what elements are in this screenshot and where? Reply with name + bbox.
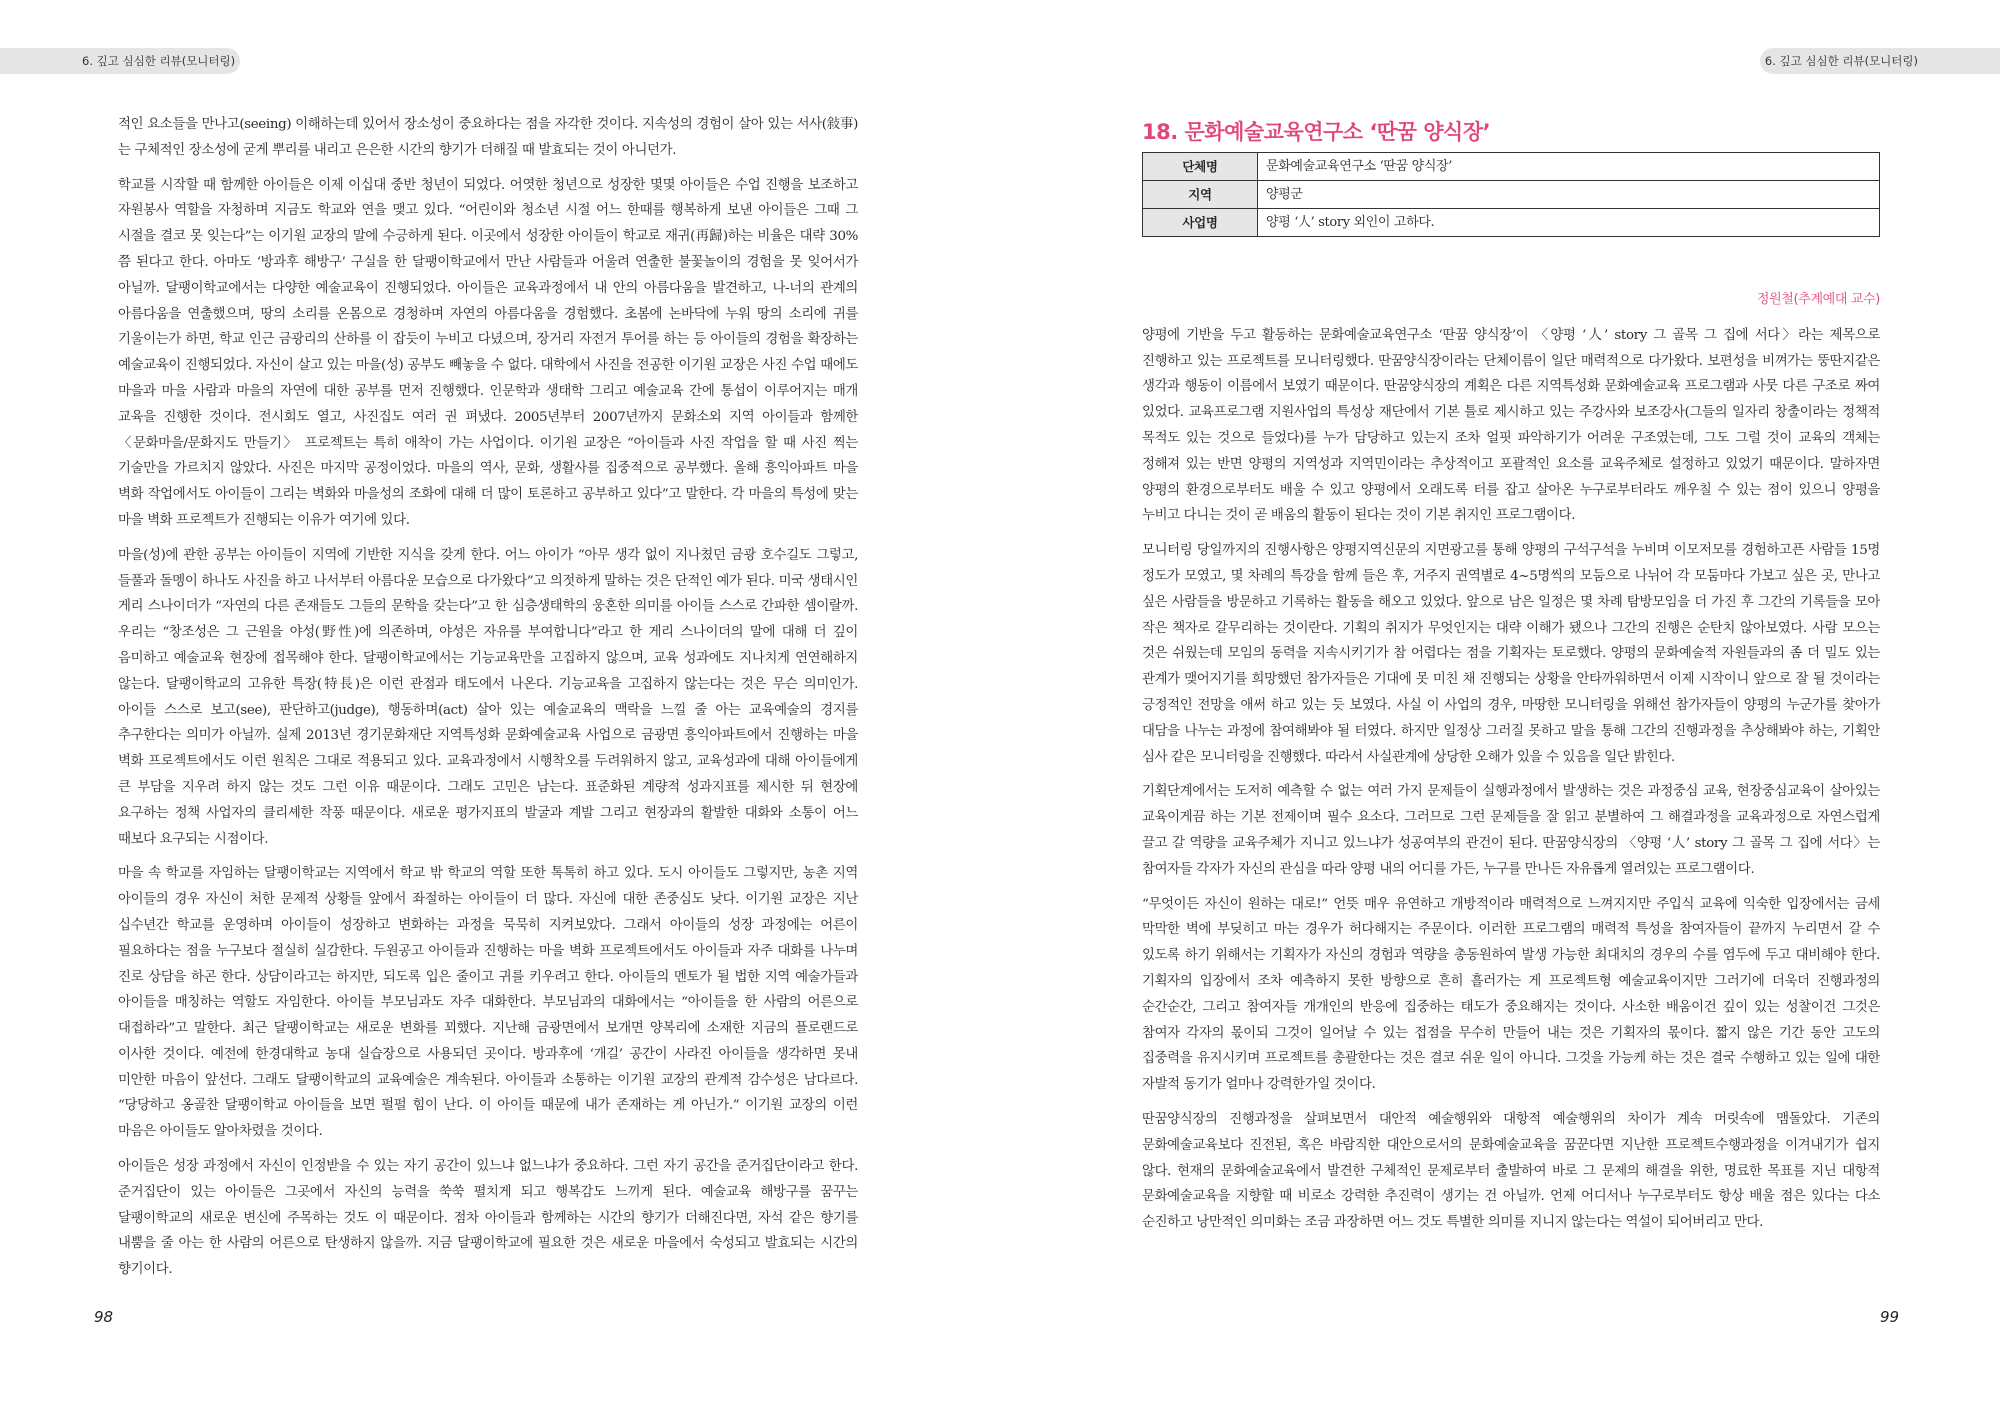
organization-info-table bbox=[1142, 152, 1880, 237]
table-key: 사업명 bbox=[1143, 209, 1258, 237]
body-paragraph: 모니터링 당일까지의 진행사항은 양평지역신문의 지면광고를 통해 양평의 구석구석을 누비며 이모저모를 경험하고픈 사람들 15명 정도가 모였고, 몇 차례의 특강을 함께 들은 후, 거주지 권역별로 4~5명씩의 모둠으로 나뉘어 각 모둠마다 가보고 싶은 곳, 만나고 싶은 사람들을 방문하고 기록하는 활동을 해오고 있었다. 앞으로 남은 일정은 몇 차례 탐방모임을 더 가진 후 그간의 기록들을 모아 작은 책자로 갈무리하는 것이란다. 기획의 취지가 무엇인지는 대략 이해가 됐으나 그간의 진행은 순탄치 않아보였다. 사람 모으는 것은 쉬웠는데 모임의 동력을 지속시키기가 참 어렵다는 점을 기획자는 토로했다. 양평의 문화예술적 자원들과의 좀 더 밀도 있는 관계가 맺어지기를 희망했던 참가자들은 기대에 못 미친 채 진행되는 상황을 안타까워하면서 이제 시작이니 앞으로 잘 될 것이라는 긍정적인 전망을 애써 하고 있는 듯 보였다. 사실 이 사업의 경우, 마땅한 모니터링을 위해선 참가자들이 양평의 누군가를 찾아가 대담을 나누는 과정에 참여해봐야 될 터였다. 하지만 일정상 그러질 못하고 말을 통해 그간의 진행과정을 추상해봐야 하는, 기획안 심사 같은 모니터링을 진행했다. 따라서 사실관계에 상당한 오해가 있을 수 있음을 일단 밝힌다. bbox=[1142, 543, 1880, 765]
table-key: 단체명 bbox=[1143, 153, 1258, 181]
body-paragraph: 딴꿈양식장의 진행과정을 살펴보면서 대안적 예술행위와 대항적 예술행위의 차이가 계속 머릿속에 맴돌았다. 기존의 문화예술교육보다 진전된, 혹은 바람직한 대안으로서의 문화예술교육을 꿈꾼다면 지난한 프로젝트수행과정을 이겨내기가 쉽지 않다. 현재의 문화예술교육에서 발견한 구체적인 문제로부터 출발하여 바로 그 문제의 해결을 위한, 명료한 목표를 지닌 대항적 문화예술교육을 지향할 때 비로소 강력한 추진력이 생기는 건 아닐까. 언제 어디서나 누구로부터도 항상 배울 점은 있다는 다소 순진하고 낭만적인 의미화는 조금 과장하면 어느 것도 특별한 의미를 지니지 않는다는 역설이 되어버리고 만다. bbox=[1142, 1111, 1880, 1231]
section-title: 18. 문화예술교육연구소 ‘딴꿈 양식장’ bbox=[1142, 120, 1491, 144]
body-paragraph: 아이들은 성장 과정에서 자신이 인정받을 수 있는 자기 공간이 있느냐 없느냐가 중요하다. 그런 자기 공간을 준거집단이라고 한다. 준거집단이 있는 아이들은 그곳에서 자신의 능력을 쑥쑥 펼치게 되고 행복감도 느끼게 된다. 예술교육 해방구를 꿈꾸는 달팽이학교의 새로운 변신에 주목하는 것도 이 때문이다. 점차 아이들과 함께하는 시간의 향기가 더해진다면, 자석 같은 향기를 내뿜을 줄 아는 한 사람의 어른으로 탄생하지 않을까. 지금 달팽이학교에 필요한 것은 새로운 마을에서 숙성되고 발효되는 시간의 향기이다. bbox=[118, 1159, 858, 1278]
table-value: 양평 ‘人’ story 외인이 고하다. bbox=[1258, 209, 1880, 237]
table-row bbox=[1143, 181, 1880, 209]
left-header-title: 6. 깊고 심심한 리뷰(모니터링) bbox=[82, 54, 236, 68]
body-paragraph: 학교를 시작할 때 함께한 아이들은 이제 이십대 중반 청년이 되었다. 어엿한 청년으로 성장한 몇몇 아이들은 수업 진행을 보조하고 자원봉사 역할을 자청하며 지금도 학교와 연을 맺고 있다. “어린이와 청소년 시절 어느 한때를 행복하게 보낸 아이들은 그때 그 시절을 결코 못 잊는다”는 이기원 교장의 말에 수긍하게 된다. 이곳에서 성장한 아이들이 학교로 재귀(再歸)하는 비율은 대략 30%쯤 된다고 한다. 아마도 ‘방과후 해방구’ 구실을 한 달팽이학교에서 만난 사람들과 어울려 연출한 불꽃놀이의 경험을 못 잊어서가 아닐까. 달팽이학교에서는 다양한 예술교육이 진행되었다. 아이들은 교육과정에서 내 안의 아름다움을 발견하고, 나-너의 관계의 아름다움을 연출했으며, 땅의 소리를 온몸으로 경청하며 자연의 아름다움을 경험했다. 초봄에 논바닥에 누워 땅의 소리에 귀를 기울이는가 하면, 학교 인근 금광리의 산하를 이 잡듯이 누비고 다녔으며, 장거리 자전거 투어를 하는 등 아이들의 경험을 확장하는 예술교육이 진행되었다. 자신이 살고 있는 마을(성) 공부도 빼놓을 수 없다. 대학에서 사진을 전공한 이기원 교장은 사진 수업 때에도 마을과 마을 사람과 마을의 자연에 대한 공부를 먼저 진행했다. 인문학과 생태학 그리고 예술교육 간에 통섭이 이루어지는 매개 교육을 진행한 것이다. 전시회도 열고, 사진집도 여러 권 펴냈다. 2005년부터 2007년까지 문화소외 지역 아이들과 함께한 〈문화마을/문화지도 만들기〉 프로젝트는 특히 애착이 가는 사업이다. 이기원 교장은 “아이들과 사진 작업을 할 때 사진 찍는 기술만을 가르치지 않았다. 사진은 마지막 공정이었다. 마을의 역사, 문화, 생활사를 집중적으로 공부했다. 올해 흥익아파트 마을 벽화 작업에서도 아이들이 그리는 벽화와 마을성의 조화에 대해 더 많이 토론하고 공부하고 있다”고 말한다. 각 마을의 특성에 맞는 마을 벽화 프로젝트가 진행되는 이유가 여기에 있다. bbox=[118, 177, 858, 528]
body-paragraph: 양평에 기반을 두고 활동하는 문화예술교육연구소 ‘딴꿈 양식장’이 〈양평 ‘人’ story 그 골목 그 집에 서다〉라는 제목으로 진행하고 있는 프로젝트를 모니터링했다. 딴꿈양식장이라는 단체이름이 일단 매력적으로 다가왔다. 보편성을 비껴가는 뚱딴지같은 생각과 행동이 이름에서 보였기 때문이다. 딴꿈양식장의 계획은 다른 지역특성화 문화예술교육 프로그램과 사뭇 다른 구조로 짜여 있었다. 교육프로그램 지원사업의 특성상 재단에서 기본 틀로 제시하고 있는 주강사와 보조강사(그들의 일자리 창출이라는 정책적 목적도 있는 것으로 들었다)를 누가 담당하고 있는지 조차 얼핏 파악하기가 어려운 구조였는데, 그도 그럴 것이 교육의 객체는 정해져 있는 반면 양평의 지역성과 지역민이라는 추상적이고 포괄적인 요소를 교육주체로 설정하고 있었기 때문이다. 말하자면 양평의 환경으로부터도 배울 수 있고 양평에서 오래도록 터를 잡고 살아온 누구로부터라도 깨우칠 수 있는 점이 있으니 양평을 누비고 다니는 것이 곧 배움의 활동이 된다는 것이 기본 취지인 프로그램이다. bbox=[1142, 327, 1880, 524]
right-page-body bbox=[1142, 118, 1880, 1245]
right-running-header bbox=[1760, 48, 2000, 74]
table-row bbox=[1143, 209, 1880, 237]
table-value: 양평군 bbox=[1258, 181, 1880, 209]
table-key: 지역 bbox=[1143, 181, 1258, 209]
right-header-title: 6. 깊고 심심한 리뷰(모니터링) bbox=[1764, 54, 1918, 68]
body-paragraph: 적인 요소들을 만나고(seeing) 이해하는데 있어서 장소성이 중요하다는 점을 자각한 것이다. 지속성의 경험이 살아 있는 서사(敍事)는 구체적인 장소성에 굳게 뿌리를 내리고 은은한 시간의 향기가 더해질 때 발효되는 것이 아니던가. bbox=[118, 117, 858, 158]
author-byline: 정원철(추계예대 교수) bbox=[1756, 292, 1880, 307]
body-paragraph: 마을(성)에 관한 공부는 아이들이 지역에 기반한 지식을 갖게 한다. 어느 아이가 “아무 생각 없이 지나쳤던 금광 호수길도 그렇고, 들풀과 돌멩이 하나도 사진을 하고 나서부터 아름다운 모습으로 다가왔다”고 의젓하게 말하는 것은 단적인 예가 된다. 미국 생태시인 게리 스나이더가 “자연의 다른 존재들도 그들의 문학을 갖는다”고 한 심층생태학의 웅혼한 의미를 아이들 스스로 간파한 셈이랄까. 우리는 “창조성은 그 근원을 야성(野性)에 의존하며, 야성은 자유를 부여합니다”라고 한 게리 스나이더의 말에 대해 더 깊이 음미하고 예술교육 현장에 접목해야 한다. 달팽이학교에서는 기능교육만을 고집하지 않으며, 교육 성과에도 지나치게 연연해하지 않는다. 달팽이학교의 고유한 특장(特長)은 이런 관점과 태도에서 나온다. 기능교육을 고집하지 않는다는 것은 무슨 의미인가. 아이들 스스로 보고(see), 판단하고(judge), 행동하며(act) 살아 있는 예술교육의 맥락을 느낄 줄 아는 교육예술의 경지를 추구한다는 의미가 아닐까. 실제 2013년 경기문화재단 지역특성화 문화예술교육 사업으로 금광면 흥익아파트에서 진행하는 마을 벽화 프로젝트에서도 이런 원칙은 그대로 적용되고 있다. 교육과정에서 시행착오를 두려워하지 않고, 교육성과에 대해 아이들에게 큰 부담을 지우려 하지 않는 것도 그런 이유 때문이다. 그래도 고민은 남는다. 표준화된 계량적 성과지표를 제시한 뒤 현장에 요구하는 정책 사업자의 클리셰한 작풍 때문이다. 새로운 평가지표의 발굴과 계발 그리고 현장과의 활발한 대화와 소통이 어느 때보다 요구되는 시점이다. bbox=[118, 547, 858, 847]
left-page-number: 98 bbox=[94, 1308, 114, 1326]
body-paragraph: 마을 속 학교를 자임하는 달팽이학교는 지역에서 학교 밖 학교의 역할 또한 톡톡히 하고 있다. 도시 아이들도 그렇지만, 농촌 지역 아이들의 경우 자신이 처한 문제적 상황들 앞에서 좌절하는 아이들이 더 많다. 자신에 대한 존중심도 낮다. 이기원 교장은 지난 십수년간 학교를 운영하며 아이들이 성장하고 변화하는 과정을 묵묵히 지켜보았다. 그래서 아이들의 성장 과정에는 어른이 필요하다는 점을 누구보다 절실히 실감한다. 두원공고 아이들과 진행하는 마을 벽화 프로젝트에서도 아이들과 자주 대화를 나누며 진로 상담을 하곤 한다. 상담이라고는 하지만, 되도록 입은 줄이고 귀를 키우려고 한다. 아이들의 멘토가 될 법한 지역 예술가들과 아이들을 매칭하는 역할도 자임한다. 아이들 부모님과도 자주 대화한다. 부모님과의 대화에서는 “아이들을 한 사람의 어른으로 대접하라”고 말한다. 최근 달팽이학교는 새로운 변화를 꾀했다. 지난해 금광면에서 보개면 양복리에 소재한 지금의 플로랜드로 이사한 것이다. 예전에 한경대학교 농대 실습장으로 사용되던 곳이다. 방과후에 ‘개길’ 공간이 사라진 아이들을 생각하면 못내 미안한 마음이 앞선다. 그래도 달팽이학교의 교육예술은 계속된다. 아이들과 소통하는 이기원 교장의 관계적 감수성은 남다르다. “당당하고 옹골찬 달팽이학교 아이들을 보면 펄펄 힘이 난다. 이 아이들 때문에 내가 존재하는 게 아닌가.” 이기원 교장의 이런 마음은 아이들도 알아차렸을 것이다. bbox=[118, 866, 858, 1140]
table-row bbox=[1143, 153, 1880, 181]
right-page-number: 99 bbox=[1880, 1308, 1900, 1326]
body-paragraph: “무엇이든 자신이 원하는 대로!” 언뜻 매우 유연하고 개방적이라 매력적으로 느껴지지만 주입식 교육에 익숙한 입장에서는 금세 막막한 벽에 부딪히고 마는 경우가 허다해지는 주문이다. 이러한 프로그램의 매력적 특성을 참여자들이 끝까지 누리면서 갈 수 있도록 하기 위해서는 기획자가 자신의 경험과 역량을 총동원하여 발생 가능한 최대치의 경우의 수를 염두에 두고 대비해야 한다. 기획자의 입장에서 조차 예측하지 못한 방향으로 흔히 흘러가는 게 프로젝트형 예술교육이지만 그러기에 더욱더 진행과정의 순간순간, 그리고 참여자들 개개인의 반응에 집중하는 태도가 중요해지는 것이다. 사소한 배움이건 깊이 있는 성찰이건 그것은 참여자 각자의 몫이되 그것이 일어날 수 있는 접점을 무수히 만들어 내는 것은 기획자의 몫이다. 짧지 않은 기간 동안 고도의 집중력을 유지시키며 프로젝트를 총괄한다는 것은 결코 쉬운 일이 아니다. 그것을 가능케 하는 것은 결국 수행하고 있는 일에 대한 자발적 동기가 얼마나 강력한가일 것이다. bbox=[1142, 896, 1880, 1093]
left-running-header bbox=[0, 48, 240, 74]
body-paragraph: 기획단계에서는 도저히 예측할 수 없는 여러 가지 문제들이 실행과정에서 발생하는 것은 과정중심 교육, 현장중심교육이 살아있는 교육이게끔 하는 기본 전제이며 필수 요소다. 그러므로 그런 문제들을 잘 읽고 분별하여 그 해결과정을 교육과정으로 자연스럽게 끌고 갈 역량을 교육주체가 지니고 있느냐가 성공여부의 관건이 된다. 딴꿈양식장의 〈양평 ‘人’ story 그 골목 그 집에 서다〉는 참여자들 각자가 자신의 관심을 따라 양평 내의 어디를 가든, 누구를 만나든 자유롭게 열려있는 프로그램이다. bbox=[1142, 784, 1880, 877]
table-value: 문화예술교육연구소 ‘딴꿈 양식장’ bbox=[1258, 153, 1880, 181]
left-page-body bbox=[118, 112, 858, 1292]
